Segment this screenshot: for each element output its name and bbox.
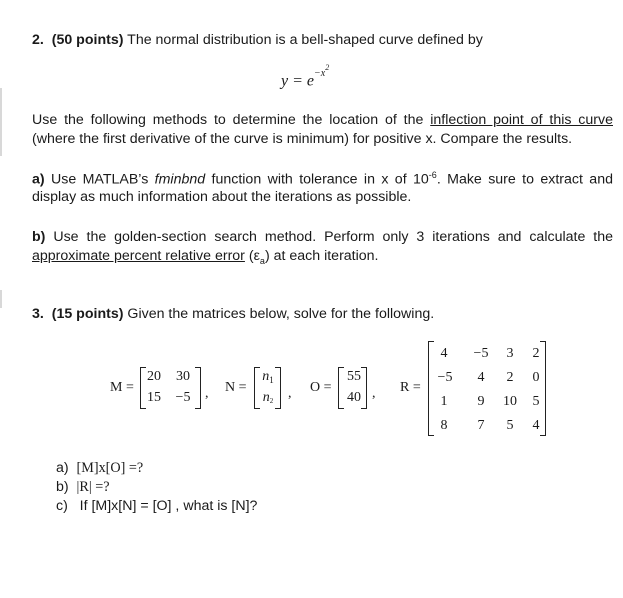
problem-2-points: (50 points) [51,32,124,48]
question-c: c) If [M]x[N] = [O] , what is [N]? [56,498,258,514]
gaussian-equation: $y = e^{-x^2}$ [281,63,330,90]
problem-2-number: 2. [32,32,44,48]
matrix-r-cell: 5 [506,418,514,433]
matrix-r-cell: 8 [440,418,448,433]
matrix-r-cell: 5 [532,394,540,409]
matrix-r-cell: 4 [532,418,540,433]
problem-3-number: 3. [32,306,44,322]
matrix-r-cell: 2 [506,370,514,385]
matrix-m-cell: 20 [147,369,161,384]
part-a-line-1: a) Use MATLAB’s fminbnd function with tolerance in x of $10^{-6}$. Make sure to extract and [32,170,613,188]
question-b: b) |R| =? [56,479,110,495]
matrix-r-label: R = [400,380,421,395]
matrix-r-cell: −5 [437,370,453,385]
matrix-n-cell: n2 [262,390,274,405]
matrix-r-cell: −5 [473,346,489,361]
matrix-n-cell: $n_1$ [262,369,274,385]
matrix-r-cell: 7 [477,418,485,433]
problem-2-paragraph-line-1: Use the following methods to determine the location of the inflection point of this curve [32,112,613,128]
part-a-line-2: display as much information about the iterations as possible. [32,189,412,205]
problem-3-heading [32,306,434,322]
matrix-o-cell: 40 [347,390,361,405]
matrix-n-label: N = [225,380,247,395]
matrix-o-cell: 55 [347,369,361,384]
part-b-line-2: approximate percent relative error $(\varepsilon_a)$ at each iteration. [32,248,379,266]
problem-2-intro: The normal distribution is a bell-shaped curve defined by [123,32,483,48]
matrix-r-cell: 0 [532,370,540,385]
matrix-r-cell: 4 [440,346,448,361]
matrix-r-cell: 9 [477,394,485,409]
relative-error-link: approximate percent relative error [32,248,245,264]
margin-bar-bottom [0,290,2,308]
question-a: a) [M]x[O] =? [56,460,144,476]
matrix-r-cell: 2 [532,346,540,361]
inflection-point-link: inflection point of this curve [430,112,613,128]
matrix-m-comma: , [205,386,209,401]
matrix-m-cell: 15 [147,390,161,405]
problem-2-heading [32,32,483,48]
fminbnd-term: fminbnd [154,171,206,188]
problem-3-points: (15 points) [51,306,124,322]
part-b-line-1: b) Use the golden-section search method. Perform only 3 iterations and calculate the [32,229,613,245]
matrix-m-cell: 30 [176,369,190,384]
problem-2-paragraph-line-2: (where the first derivative of the curve is minimum) for positive x. Compare the results. [32,131,573,147]
matrix-o-comma: , [372,386,376,401]
margin-bar-top [0,88,2,156]
matrix-r-cell: 1 [440,394,448,409]
matrix-m-right-bracket [195,367,201,409]
problem-3-intro: Given the matrices below, solve for the following. [123,306,435,322]
matrix-r-cell: 10 [503,394,517,409]
matrix-n-comma: , [288,386,292,401]
matrix-o-label: O = [310,380,332,395]
matrix-m-label: M = [110,380,134,395]
matrix-r-cell: 4 [477,370,485,385]
matrix-r-cell: 3 [506,346,514,361]
matrix-m-cell: −5 [175,390,191,405]
